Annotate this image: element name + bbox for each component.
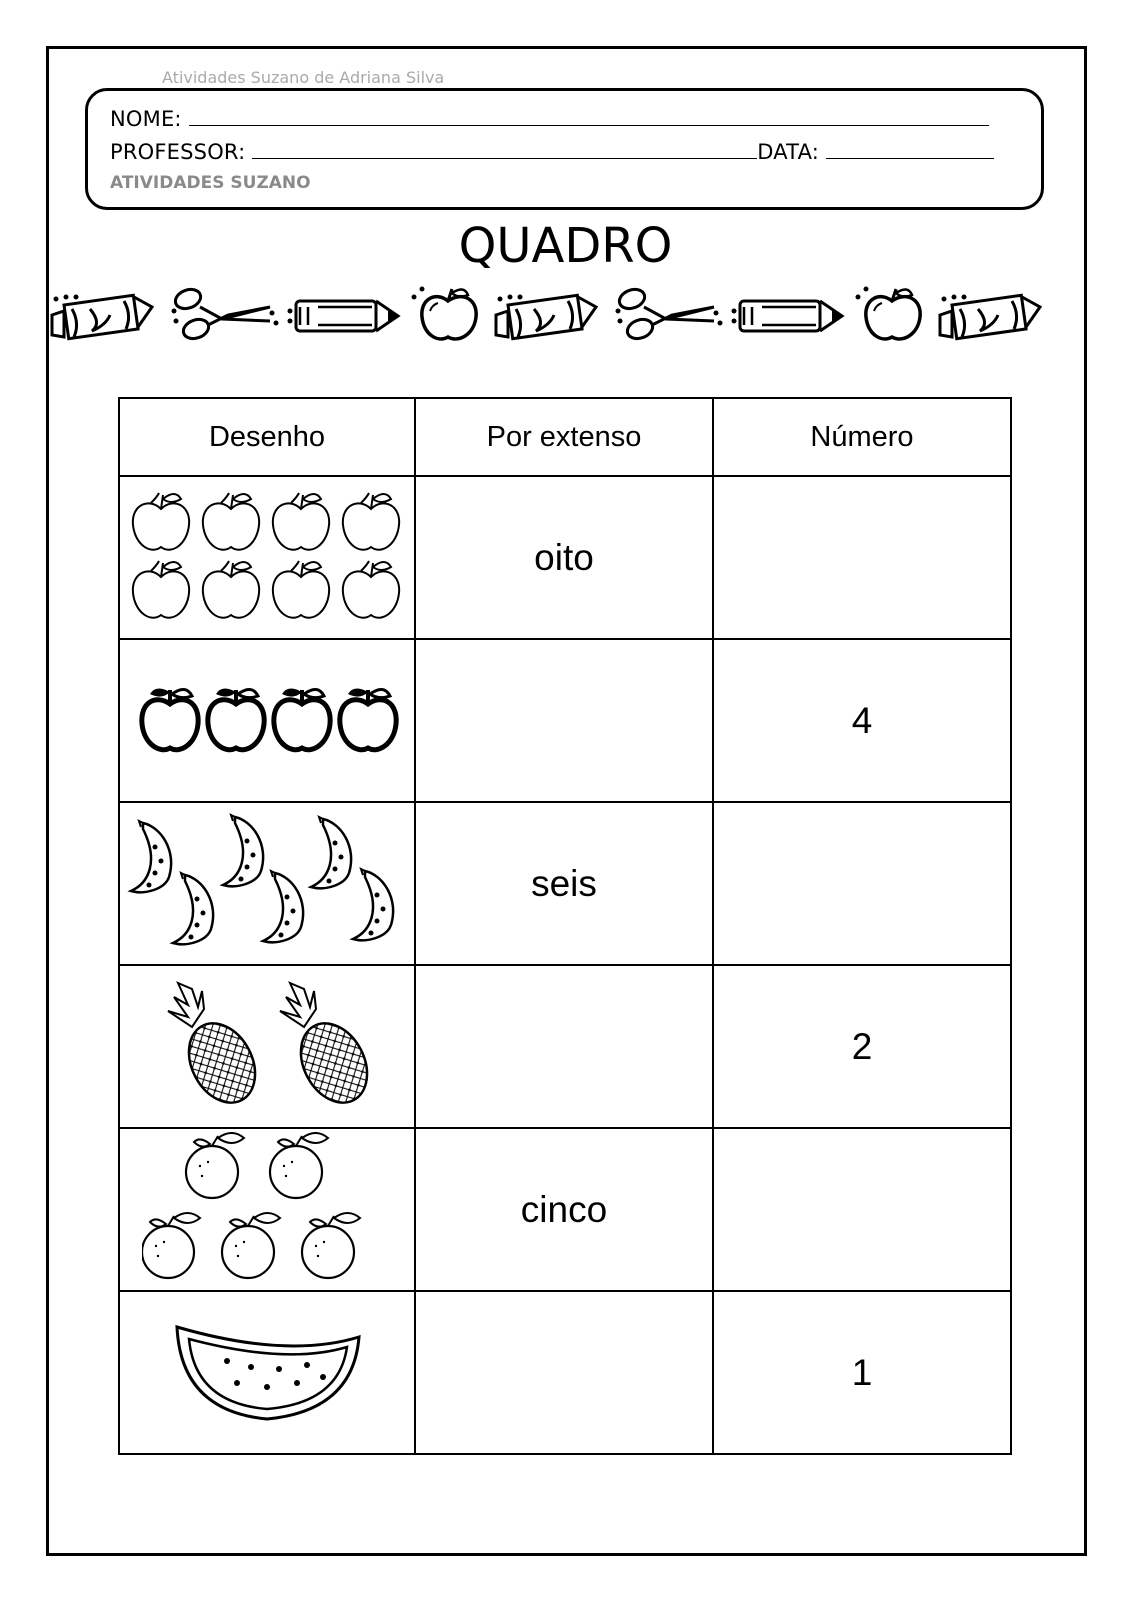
header-desenho: Desenho — [119, 398, 415, 476]
numero-text: 1 — [851, 1351, 873, 1393]
watermelon-slice-icon — [167, 1315, 367, 1425]
professor-row — [110, 140, 994, 164]
professor-label: PROFESSOR: — [110, 140, 246, 164]
nome-row — [110, 107, 989, 131]
extenso-cell[interactable] — [415, 1291, 713, 1454]
numero-cell[interactable] — [713, 802, 1011, 965]
watermark: Atividades Suzano de Adriana Silva — [162, 68, 445, 87]
extenso-text: cinco — [520, 1188, 608, 1230]
apple-bold-icon — [132, 678, 402, 758]
school-supplies-border — [50, 285, 1065, 345]
extenso-text: seis — [531, 862, 597, 904]
nome-field[interactable] — [189, 107, 989, 126]
drawing-cell — [119, 1128, 415, 1291]
orange-icon — [142, 1132, 392, 1282]
page-title: QUADRO — [458, 218, 673, 274]
banana-icon — [125, 811, 409, 951]
data-field[interactable] — [826, 140, 994, 159]
professor-field[interactable] — [252, 140, 757, 159]
drawing-cell — [119, 965, 415, 1128]
table-row — [119, 1291, 1011, 1454]
numero-cell[interactable] — [713, 1291, 1011, 1454]
drawing-cell — [119, 639, 415, 802]
quadro-table — [118, 397, 1012, 1455]
numero-cell[interactable] — [713, 476, 1011, 639]
extenso-cell[interactable] — [415, 802, 713, 965]
table-row — [119, 802, 1011, 965]
table-row — [119, 1128, 1011, 1291]
header-numero: Número — [713, 398, 1011, 476]
numero-cell[interactable] — [713, 1128, 1011, 1291]
header-por-extenso: Por extenso — [415, 398, 713, 476]
drawing-cell — [119, 476, 415, 639]
extenso-cell[interactable] — [415, 639, 713, 802]
table-row — [119, 965, 1011, 1128]
extenso-cell[interactable] — [415, 476, 713, 639]
header-box — [85, 88, 1044, 210]
pineapple-icon — [152, 979, 382, 1109]
data-label: DATA: — [757, 140, 820, 164]
table-header-row — [119, 398, 1011, 476]
table-row — [119, 476, 1011, 639]
nome-label: NOME: — [110, 107, 182, 131]
brand-label: ATIVIDADES SUZANO — [110, 173, 311, 193]
numero-cell[interactable] — [713, 639, 1011, 802]
extenso-cell[interactable] — [415, 965, 713, 1128]
numero-cell[interactable] — [713, 965, 1011, 1128]
numero-text: 2 — [851, 1025, 873, 1067]
numero-text: 4 — [851, 699, 873, 741]
drawing-cell — [119, 1291, 415, 1454]
drawing-cell — [119, 802, 415, 965]
extenso-cell[interactable] — [415, 1128, 713, 1291]
apple-outline-icon — [125, 485, 409, 625]
extenso-text: oito — [534, 536, 594, 578]
table-row — [119, 639, 1011, 802]
